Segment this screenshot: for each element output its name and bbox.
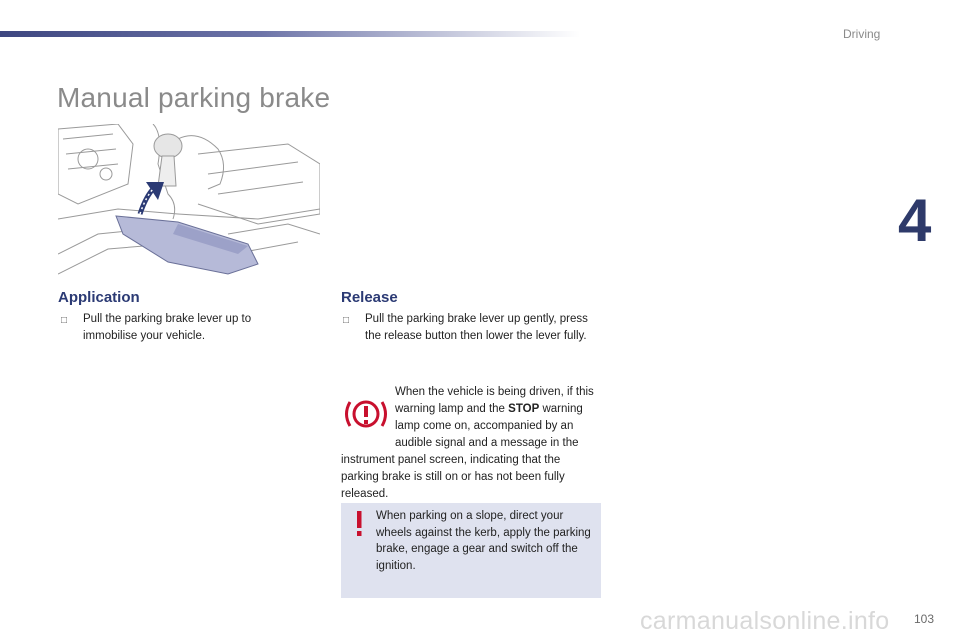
application-bullet-text: Pull the parking brake lever up to immobilise your vehicle.	[83, 313, 252, 342]
exclamation-icon	[353, 511, 365, 537]
page-number: 103	[914, 612, 935, 626]
checkbox-bullet-icon: □	[343, 315, 350, 326]
application-heading: Application	[58, 289, 140, 306]
stop-label: STOP	[508, 403, 540, 415]
release-heading: Release	[341, 289, 398, 306]
page-title: Manual parking brake	[57, 81, 331, 113]
chapter-number: 4	[898, 187, 932, 254]
release-bullet	[343, 311, 588, 345]
note-text: When parking on a slope, direct your wheels against the kerb, apply the parking brake, engage a gear and switch off the ignition.	[376, 510, 591, 572]
watermark: carmanualsonline.info	[640, 607, 890, 635]
checkbox-bullet-icon: □	[61, 315, 68, 326]
section-label: Driving	[843, 27, 881, 41]
application-bullet	[61, 311, 291, 345]
brake-warning-lamp-icon	[341, 394, 391, 438]
release-bullet-text: Pull the parking brake lever up gently, press the release button then lower the lever fully.	[365, 313, 588, 342]
header-gradient-bar	[0, 31, 580, 37]
parking-brake-illustration	[58, 124, 320, 284]
warning-text-start: When the vehicle is being driven, if this warning lamp and the	[395, 386, 594, 415]
warning-text-end: warning lamp come on, accompanied by an audible signal and a message in the instrument panel screen, indicating that the parking brake is still on or has not been fully released.	[341, 403, 583, 500]
slope-parking-note	[341, 503, 601, 598]
parking-brake-warning	[341, 384, 601, 503]
